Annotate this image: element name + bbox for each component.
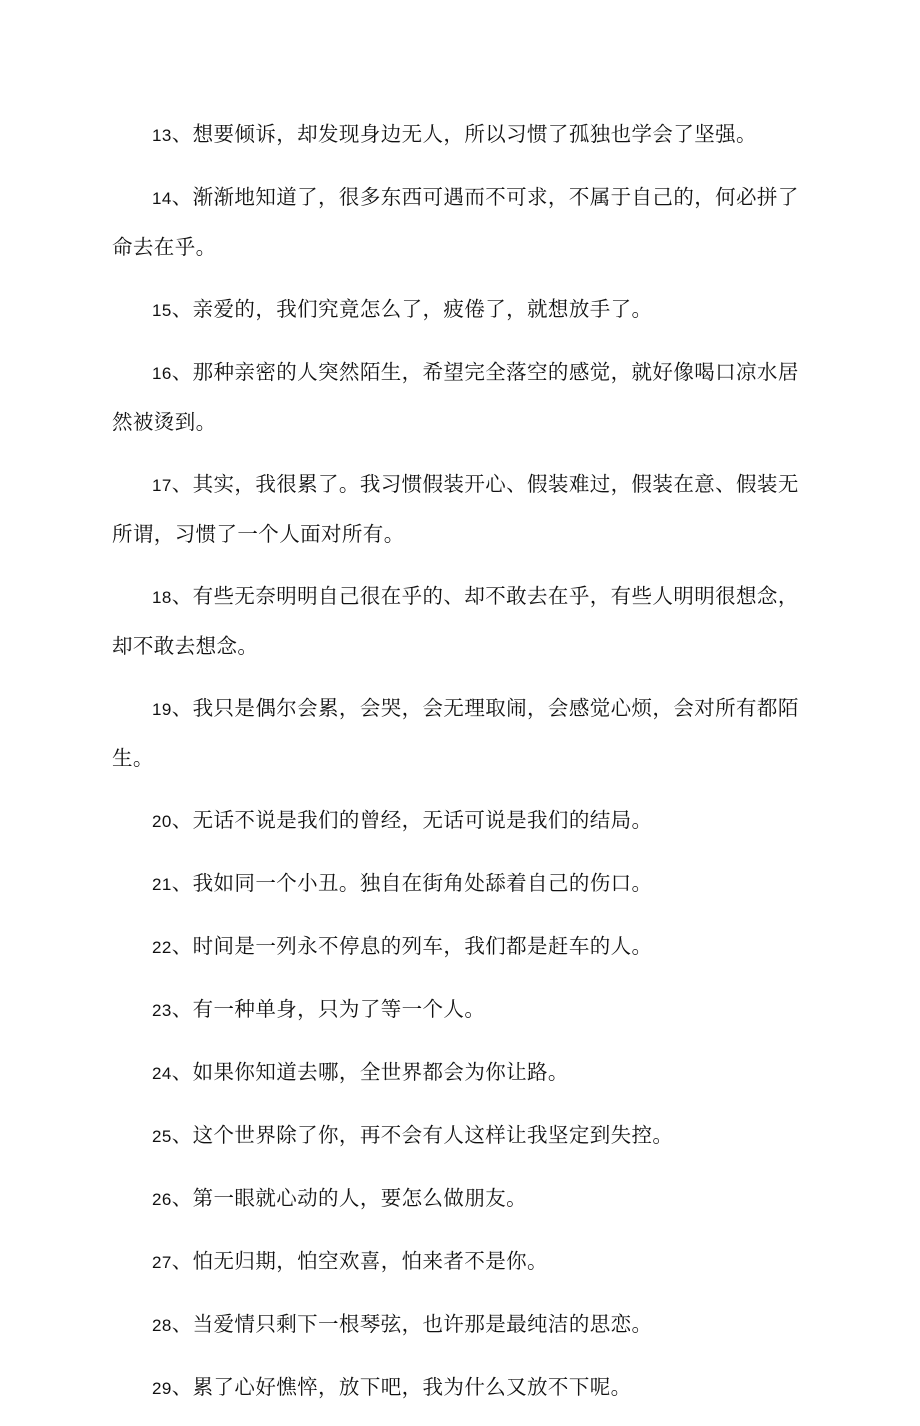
item-number: 25: [152, 1127, 172, 1146]
item-text: 、累了心好憔悴，放下吧，我为什么又放不下呢。: [171, 1375, 632, 1399]
item-number: 21: [152, 875, 172, 894]
item-text: 、其实，我很累了。我习惯假装开心、假装难过，假装在意、假装无所谓，习惯了一个人面对所有。: [112, 472, 799, 546]
paragraph-19: [112, 684, 804, 783]
item-number: 16: [152, 364, 172, 383]
paragraph-22: [112, 922, 804, 972]
paragraph-18: [112, 572, 804, 671]
item-text: 、如果你知道去哪，全世界都会为你让路。: [171, 1060, 569, 1084]
item-number: 23: [152, 1001, 172, 1020]
paragraph-14: [112, 173, 804, 272]
item-text: 、有一种单身，只为了等一个人。: [171, 997, 486, 1021]
item-text: 、无话不说是我们的曾经，无话可说是我们的结局。: [171, 808, 653, 832]
item-number: 13: [152, 126, 172, 145]
item-text: 、第一眼就心动的人，要怎么做朋友。: [171, 1186, 528, 1210]
paragraph-17: [112, 460, 804, 559]
paragraph-29: [112, 1363, 804, 1413]
paragraph-23: [112, 985, 804, 1035]
item-number: 22: [152, 938, 172, 957]
paragraph-25: [112, 1111, 804, 1161]
item-text: 、想要倾诉，却发现身边无人，所以习惯了孤独也学会了坚强。: [171, 122, 757, 146]
item-number: 18: [152, 588, 172, 607]
item-text: 、有些无奈明明自己很在乎的、却不敢去在乎，有些人明明很想念，却不敢去想念。: [112, 584, 799, 658]
item-text: 、怕无归期，怕空欢喜，怕来者不是你。: [171, 1249, 548, 1273]
item-text: 、我如同一个小丑。独自在街角处舔着自己的伤口。: [171, 871, 653, 895]
item-text: 、亲爱的，我们究竟怎么了，疲倦了，就想放手了。: [171, 297, 653, 321]
item-number: 29: [152, 1379, 172, 1398]
item-number: 24: [152, 1064, 172, 1083]
item-number: 27: [152, 1253, 172, 1272]
item-number: 14: [152, 189, 172, 208]
paragraph-16: [112, 348, 804, 447]
item-text: 、那种亲密的人突然陌生，希望完全落空的感觉，就好像喝口凉水居然被烫到。: [112, 360, 799, 434]
paragraph-20: [112, 796, 804, 846]
item-text: 、时间是一列永不停息的列车，我们都是赶车的人。: [171, 934, 653, 958]
item-number: 26: [152, 1190, 172, 1209]
paragraph-27: [112, 1237, 804, 1287]
item-number: 20: [152, 812, 172, 831]
item-number: 15: [152, 301, 172, 320]
item-text: 、这个世界除了你，再不会有人这样让我坚定到失控。: [171, 1123, 674, 1147]
document-body: [112, 110, 804, 1426]
paragraph-15: [112, 285, 804, 335]
paragraph-26: [112, 1174, 804, 1224]
paragraph-28: [112, 1300, 804, 1350]
paragraph-24: [112, 1048, 804, 1098]
item-text: 、我只是偶尔会累，会哭，会无理取闹，会感觉心烦，会对所有都陌生。: [112, 696, 799, 770]
paragraph-13: [112, 110, 804, 160]
item-text: 、当爱情只剩下一根琴弦，也许那是最纯洁的思恋。: [171, 1312, 653, 1336]
item-text: 、渐渐地知道了，很多东西可遇而不可求，不属于自己的，何必拼了命去在乎。: [112, 185, 799, 259]
item-number: 19: [152, 700, 172, 719]
paragraph-21: [112, 859, 804, 909]
item-number: 28: [152, 1316, 172, 1335]
item-number: 17: [152, 476, 172, 495]
